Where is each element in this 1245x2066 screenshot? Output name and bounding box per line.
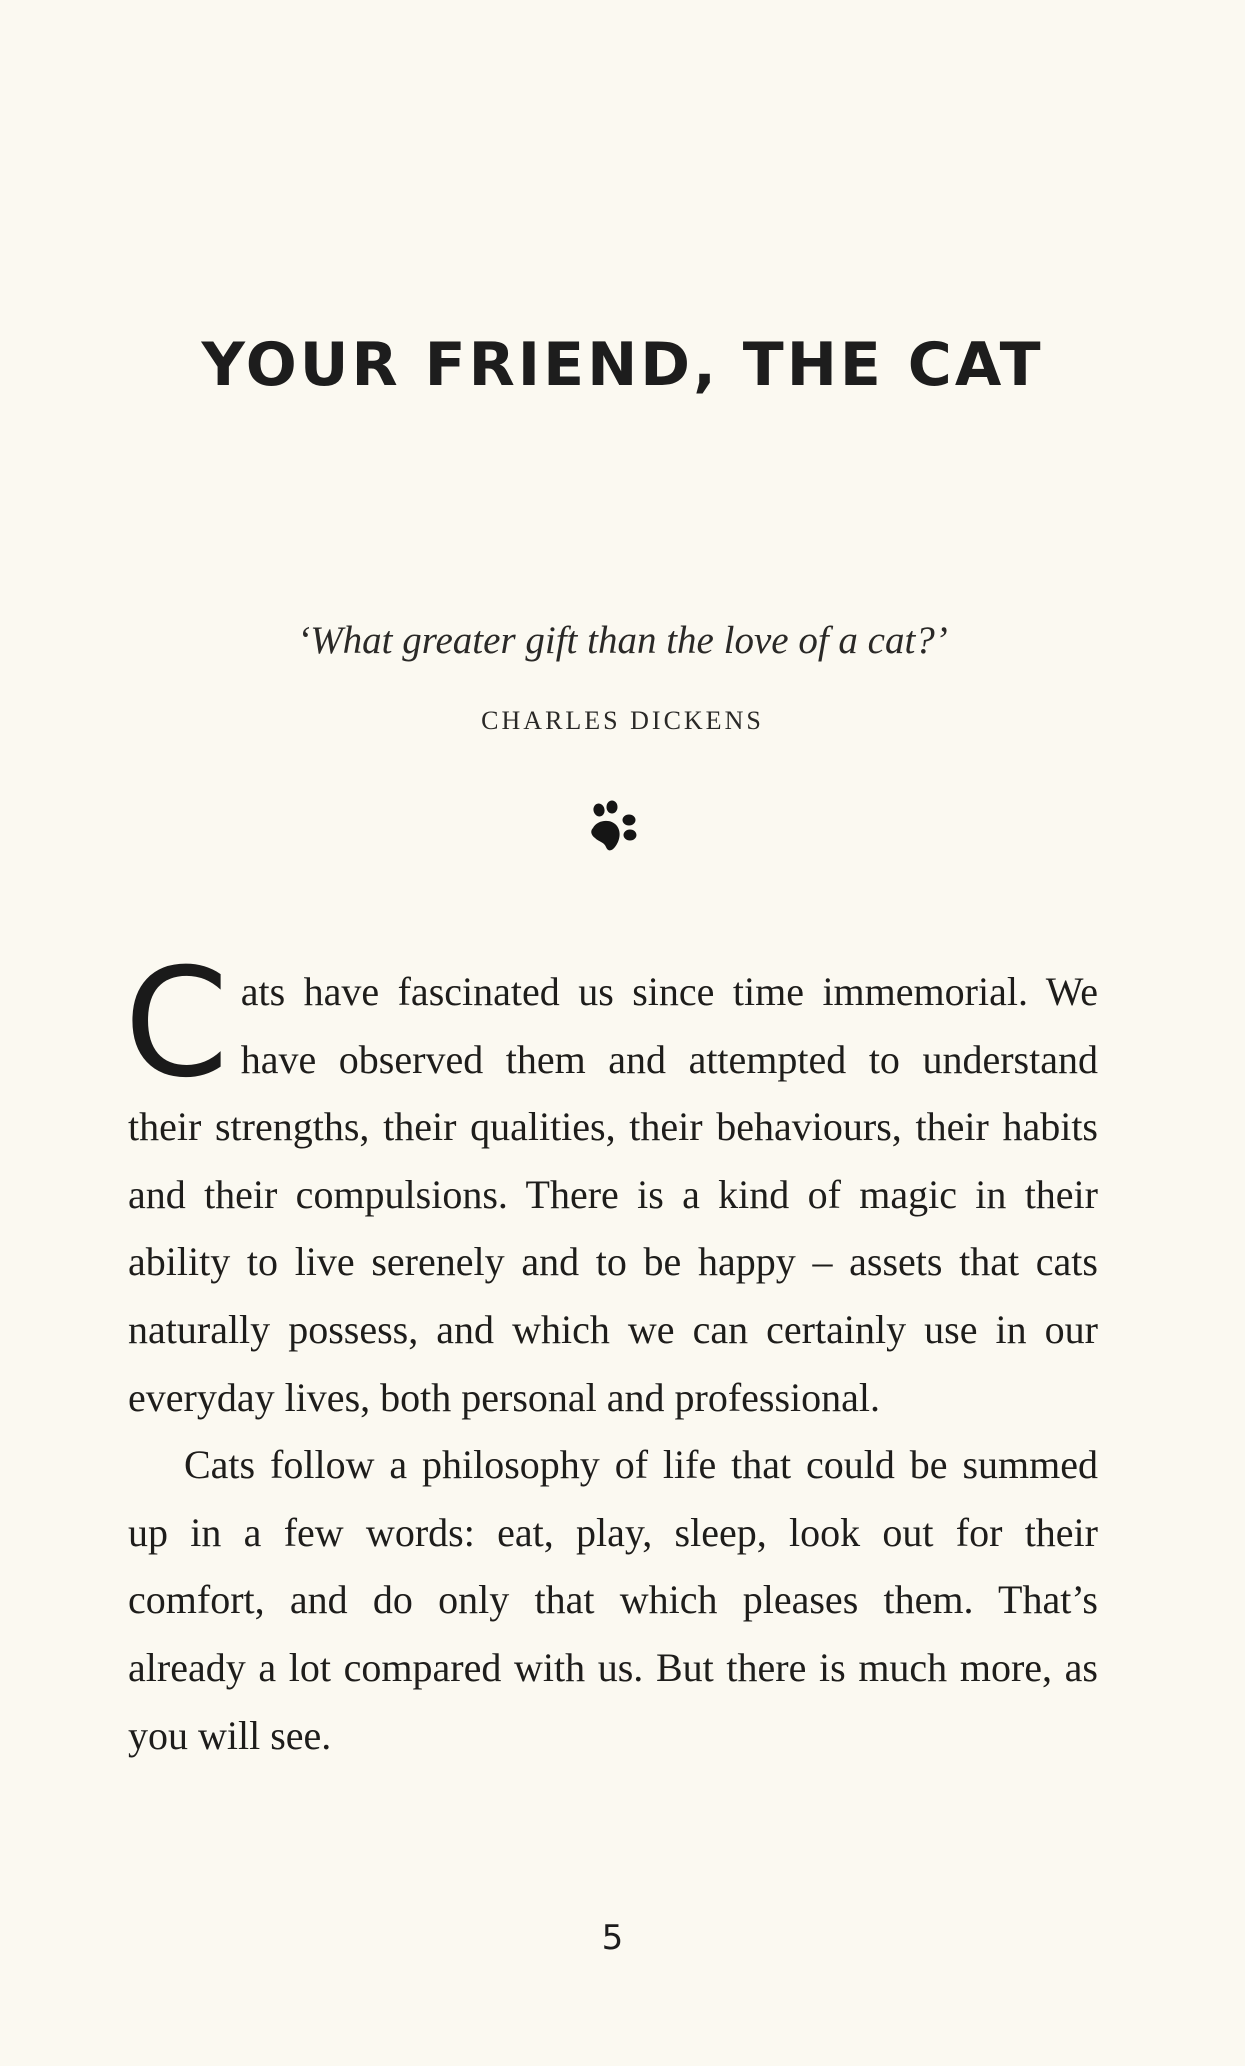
epigraph-author: CHARLES DICKENS [481, 706, 764, 735]
chapter-title: YOUR FRIEND, THE CAT [201, 330, 1044, 400]
paragraph [124, 937, 1098, 1431]
paragraph-text: ats have fascinated us since time immemorial. We have observed them and attempted to understand their strengths, their qualities, their behaviours, their habits and their compulsions. There is a kind of magic in their ability to live serenely and to be happy – assets that cats naturally possess, and which we can certainly use in our everyday lives, both personal and professional. [128, 969, 1098, 1420]
epigraph-quote: ‘What greater gift than the love of a cat?’ [297, 619, 948, 662]
drop-cap: C [124, 937, 229, 1111]
page-number: 5 [601, 1918, 624, 1958]
body-text [124, 937, 1098, 1769]
paw-print-icon [589, 800, 641, 856]
paragraph: Cats follow a philosophy of life that could be summed up in a few words: eat, play, sleep, look out for their comfort, and do only that which pleases them. That’s already a lot compared with us. But there is much more, as you will see. [128, 1442, 1098, 1758]
